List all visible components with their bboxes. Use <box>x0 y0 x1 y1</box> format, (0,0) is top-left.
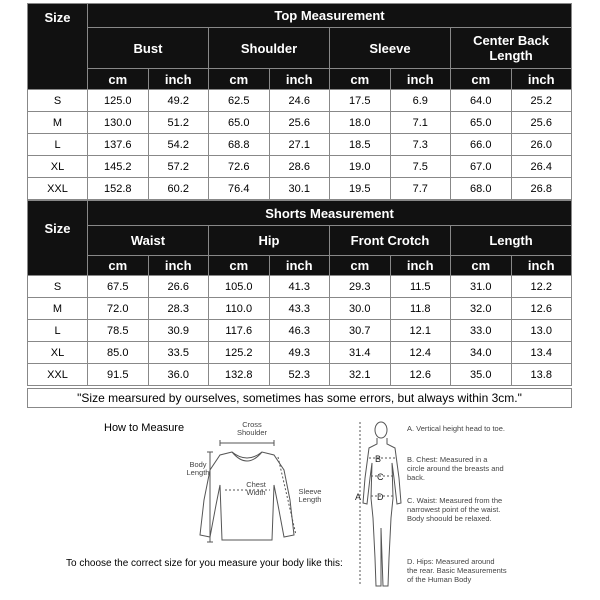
value-cell: 85.0 <box>88 342 149 364</box>
top-measurement-table <box>27 3 572 200</box>
choose-size-instruction: To choose the correct size for you measure your body like this: <box>66 558 343 569</box>
unit-cm: cm <box>88 69 149 90</box>
body-length-label: Body Length <box>186 460 210 477</box>
value-cell: 57.2 <box>148 156 209 178</box>
value-cell: 132.8 <box>209 364 270 386</box>
table-row <box>28 156 572 178</box>
column-header: Shoulder <box>209 28 330 69</box>
unit-cm: cm <box>451 69 512 90</box>
marker-a: A <box>355 492 362 502</box>
unit-cm: cm <box>209 256 270 276</box>
unit-inch: inch <box>148 69 209 90</box>
value-cell: 105.0 <box>209 276 270 298</box>
value-cell: 78.5 <box>88 320 149 342</box>
table-row <box>28 134 572 156</box>
value-cell: 36.0 <box>148 364 209 386</box>
value-cell: 28.6 <box>269 156 330 178</box>
unit-inch: inch <box>390 69 451 90</box>
size-cell: L <box>28 134 88 156</box>
size-cell: XXL <box>28 178 88 200</box>
value-cell: 43.3 <box>269 298 330 320</box>
table-row <box>28 298 572 320</box>
value-cell: 60.2 <box>148 178 209 200</box>
value-cell: 125.2 <box>209 342 270 364</box>
value-cell: 49.2 <box>148 90 209 112</box>
unit-inch: inch <box>269 256 330 276</box>
marker-d: D <box>377 492 384 502</box>
value-cell: 65.0 <box>209 112 270 134</box>
legend-item: C. Waist: Measured from the narrowest point of the waist. Body shoould be relaxed. <box>407 496 503 523</box>
value-cell: 46.3 <box>269 320 330 342</box>
unit-inch: inch <box>269 69 330 90</box>
value-cell: 26.4 <box>511 156 572 178</box>
value-cell: 30.0 <box>330 298 391 320</box>
size-cell: XL <box>28 156 88 178</box>
value-cell: 145.2 <box>88 156 149 178</box>
size-header: Size <box>28 201 88 276</box>
value-cell: 110.0 <box>209 298 270 320</box>
value-cell: 31.4 <box>330 342 391 364</box>
value-cell: 29.3 <box>330 276 391 298</box>
unit-cm: cm <box>330 256 391 276</box>
value-cell: 13.8 <box>511 364 572 386</box>
size-cell: M <box>28 298 88 320</box>
value-cell: 30.1 <box>269 178 330 200</box>
table-row <box>28 112 572 134</box>
measurement-note: "Size mearsured by ourselves, sometimes has some errors, but always within 3cm." <box>27 388 572 408</box>
value-cell: 67.0 <box>451 156 512 178</box>
value-cell: 51.2 <box>148 112 209 134</box>
legend-item: A. Vertical height head to toe. <box>407 424 505 433</box>
value-cell: 19.0 <box>330 156 391 178</box>
value-cell: 72.0 <box>88 298 149 320</box>
value-cell: 26.0 <box>511 134 572 156</box>
value-cell: 7.7 <box>390 178 451 200</box>
value-cell: 41.3 <box>269 276 330 298</box>
value-cell: 11.5 <box>390 276 451 298</box>
value-cell: 6.9 <box>390 90 451 112</box>
value-cell: 18.0 <box>330 112 391 134</box>
shorts-measurement-table <box>27 200 572 386</box>
column-header: Bust <box>88 28 209 69</box>
column-header: Length <box>451 226 572 256</box>
value-cell: 33.5 <box>148 342 209 364</box>
value-cell: 91.5 <box>88 364 149 386</box>
table-row <box>28 178 572 200</box>
unit-inch: inch <box>511 256 572 276</box>
value-cell: 25.6 <box>511 112 572 134</box>
value-cell: 25.6 <box>269 112 330 134</box>
unit-inch: inch <box>511 69 572 90</box>
value-cell: 13.0 <box>511 320 572 342</box>
table-row <box>28 342 572 364</box>
size-cell: XXL <box>28 364 88 386</box>
column-header: Center Back Length <box>451 28 572 69</box>
unit-inch: inch <box>148 256 209 276</box>
how-to-measure-title: How to Measure <box>104 422 185 434</box>
column-header: Hip <box>209 226 330 256</box>
legend-item: B. Chest: Measured in a circle around the breasts and back. <box>407 455 504 482</box>
value-cell: 7.1 <box>390 112 451 134</box>
unit-cm: cm <box>88 256 149 276</box>
value-cell: 26.6 <box>148 276 209 298</box>
unit-cm: cm <box>330 69 391 90</box>
value-cell: 19.5 <box>330 178 391 200</box>
size-cell: S <box>28 90 88 112</box>
table-title: Shorts Measurement <box>88 201 572 226</box>
legend-item: D. Hips: Measured around the rear. Basic Measurements of the Human Body <box>407 557 507 584</box>
value-cell: 125.0 <box>88 90 149 112</box>
value-cell: 12.1 <box>390 320 451 342</box>
cross-shoulder-label: Cross Shoulder <box>236 420 268 437</box>
value-cell: 27.1 <box>269 134 330 156</box>
value-cell: 25.2 <box>511 90 572 112</box>
size-header: Size <box>28 4 88 90</box>
value-cell: 12.6 <box>390 364 451 386</box>
value-cell: 62.5 <box>209 90 270 112</box>
value-cell: 30.9 <box>148 320 209 342</box>
value-cell: 65.0 <box>451 112 512 134</box>
value-cell: 13.4 <box>511 342 572 364</box>
unit-cm: cm <box>451 256 512 276</box>
unit-row <box>28 69 572 90</box>
table-row <box>28 90 572 112</box>
table-row <box>28 276 572 298</box>
value-cell: 18.5 <box>330 134 391 156</box>
unit-row <box>28 256 572 276</box>
marker-b: B <box>375 454 382 464</box>
value-cell: 76.4 <box>209 178 270 200</box>
value-cell: 12.2 <box>511 276 572 298</box>
value-cell: 68.0 <box>451 178 512 200</box>
value-cell: 130.0 <box>88 112 149 134</box>
value-cell: 33.0 <box>451 320 512 342</box>
value-cell: 66.0 <box>451 134 512 156</box>
unit-cm: cm <box>209 69 270 90</box>
value-cell: 68.8 <box>209 134 270 156</box>
value-cell: 11.8 <box>390 298 451 320</box>
value-cell: 30.7 <box>330 320 391 342</box>
unit-inch: inch <box>390 256 451 276</box>
value-cell: 54.2 <box>148 134 209 156</box>
value-cell: 32.0 <box>451 298 512 320</box>
value-cell: 35.0 <box>451 364 512 386</box>
size-cell: XL <box>28 342 88 364</box>
value-cell: 12.6 <box>511 298 572 320</box>
value-cell: 12.4 <box>390 342 451 364</box>
value-cell: 64.0 <box>451 90 512 112</box>
body-diagram <box>355 418 405 593</box>
column-header: Waist <box>88 226 209 256</box>
value-cell: 7.5 <box>390 156 451 178</box>
table-title: Top Measurement <box>88 4 572 28</box>
value-cell: 7.3 <box>390 134 451 156</box>
value-cell: 31.0 <box>451 276 512 298</box>
table-row <box>28 320 572 342</box>
value-cell: 52.3 <box>269 364 330 386</box>
value-cell: 72.6 <box>209 156 270 178</box>
size-cell: L <box>28 320 88 342</box>
value-cell: 17.5 <box>330 90 391 112</box>
value-cell: 24.6 <box>269 90 330 112</box>
value-cell: 49.3 <box>269 342 330 364</box>
sleeve-length-label: Sleeve Length <box>298 487 322 504</box>
value-cell: 28.3 <box>148 298 209 320</box>
size-cell: M <box>28 112 88 134</box>
table-row <box>28 364 572 386</box>
column-header: Sleeve <box>330 28 451 69</box>
size-cell: S <box>28 276 88 298</box>
marker-c: C <box>377 472 384 482</box>
value-cell: 152.8 <box>88 178 149 200</box>
value-cell: 26.8 <box>511 178 572 200</box>
value-cell: 117.6 <box>209 320 270 342</box>
value-cell: 34.0 <box>451 342 512 364</box>
chest-width-label: Chest Width <box>246 480 266 497</box>
value-cell: 67.5 <box>88 276 149 298</box>
value-cell: 137.6 <box>88 134 149 156</box>
value-cell: 32.1 <box>330 364 391 386</box>
column-header: Front Crotch <box>330 226 451 256</box>
